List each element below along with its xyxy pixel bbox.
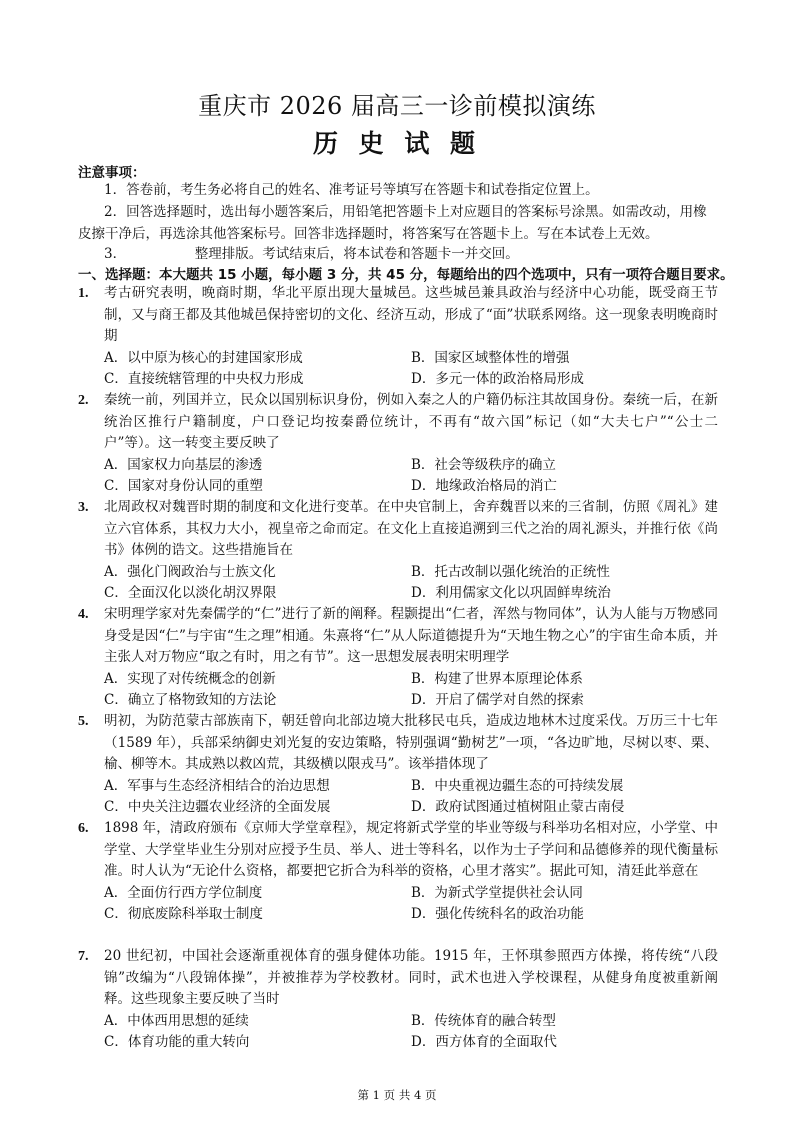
option-d: D．西方体育的全面取代 [411,1034,557,1050]
option-a: A．以中原为核心的封建国家形成 [104,349,303,366]
section-heading: 一、选择题：本大题共 15 小题，每小题 3 分，共 45 分，每题给出的四个选项中，只有一项符合题目要求。 [78,267,734,283]
option-c: C．中央关注边疆农业经济的全面发展 [104,799,331,815]
option-d: D．政府试图通过植树阻止蒙古南侵 [411,799,625,815]
question-number: 1. [78,286,89,301]
question-stem: 宋明理学家对先秦儒学的“仁”进行了新的阐释。程颢提出“仁者，浑然与物同体”，认为人能与万物感同身受是因“仁”与宇宙“生之理”相通。朱熹将“仁”从人际道德提升为“天地生物之心”的宇宙生命本质，并主张人对万物应“取之有时，用之有节”。这一思想发展表明宋明理学 [104,606,718,665]
question-3 [78,497,718,605]
question-number: 2. [78,393,89,408]
notes-heading: 注意事项： [78,165,146,181]
option-b: B．为新式学堂提供社会认同 [411,884,583,901]
question-6 [78,818,718,926]
option-list [104,669,718,712]
question-stem: 考古研究表明，晚商时期，华北平原出现大量城邑。这些城邑兼具政治与经济中心功能，既受商王节制，又与商王都及其他城邑保持密切的文化、经济互动，形成了“面”状联系网络。这一现象表明晚商时期 [104,285,718,344]
option-d: D．利用儒家文化以巩固鲜卑统治 [411,585,611,601]
option-c: C．确立了格物致知的方法论 [104,692,277,708]
option-list [104,348,718,391]
note-item-3: 3． 整理排版。考试结束后，将本试卷和答题卡一并交回。 [104,246,519,262]
question-number: 5. [78,714,89,729]
option-a: A．强化门阀政治与士族文化 [104,563,276,580]
question-number: 6. [78,821,89,836]
question-4 [78,604,718,712]
option-b: B．构建了世界本原理论体系 [411,670,583,687]
question-stem: 明初，为防范蒙古部族南下，朝廷曾向北部边境大批移民屯兵，造成边地林木过度采伐。万历三十七年（1589 年），兵部采纳御史刘光复的安边策略，特别强调“勤树艺”一项，“各边旷地，尽树以枣、栗、榆、柳等木。其成熟以救凶荒，其级横以限戎马”。该举措体现了 [104,713,718,772]
option-list [104,883,718,926]
option-list [104,455,718,498]
option-b: B．国家区域整体性的增强 [411,349,570,366]
option-b: B．传统体育的融合转型 [411,1012,556,1029]
option-c: C．国家对身份认同的重塑 [104,478,263,494]
option-a: A．军事与生态经济相结合的治边思想 [104,777,330,794]
option-a: A．全面仿行西方学位制度 [104,884,263,901]
question-stem: 20 世纪初，中国社会逐渐重视体育的强身健体功能。1915 年，王怀琪参照西方体操，将传统“八段锦”改编为“八段锦体操”，并被推荐为学校教材。同时，武术也进入学校课程，从健身角度被重新阐释。这些现象主要反映了当时 [104,948,718,1007]
option-b: B．中央重视边疆生态的可持续发展 [411,777,624,794]
question-2 [78,390,718,498]
option-c: C．体育功能的重大转向 [104,1034,250,1050]
note-item-2: 2．回答选择题时，选出每小题答案后，用铅笔把答题卡上对应题目的答案标号涂黑。如需改动，用橡皮擦干净后，再选涂其他答案标号。回答非选择题时，将答案写在答题卡上。写在本试卷上无效。 [78,204,707,242]
option-a: A．中体西用思想的延续 [104,1012,249,1029]
question-stem: 1898 年，清政府颁布《京师大学堂章程》，规定将新式学堂的毕业等级与科举功名相对应，小学堂、中学堂、大学堂毕业生分别对应授予生员、举人、进士等科名，以作为士子学问和品德修养的现代衡量标准。时人认为“无论什么资格，都要把它折合为科举的资格，心里才落实”。据此可知，清廷此举意在 [104,820,718,879]
question-1 [78,283,718,391]
option-a: A．国家权力向基层的渗透 [104,456,263,473]
question-7 [78,946,718,1054]
option-d: D．地缘政治格局的消亡 [411,478,557,494]
option-c: C．全面汉化以淡化胡汉界限 [104,585,277,601]
option-b: B．托古改制以强化统治的正统性 [411,563,610,580]
subject-title: 历 史 试 题 [312,129,482,158]
option-b: B．社会等级秩序的确立 [411,456,556,473]
question-5 [78,711,718,819]
question-stem: 北周政权对魏晋时期的制度和文化进行变革。在中央官制上，舍弃魏晋以来的三省制，仿照《周礼》建立六官体系，其权力大小，视皇帝之命而定。在文化上直接追溯到三代之治的周礼源头，并推行依《尚书》体例的诰文。这些措施旨在 [104,499,718,558]
option-a: A．实现了对传统概念的创新 [104,670,276,687]
option-d: D．开启了儒学对自然的探索 [411,692,584,708]
question-number: 3. [78,500,89,515]
question-number: 7. [78,949,89,964]
option-list [104,562,718,605]
exam-title: 重庆市 2026 届高三一诊前模拟演练 [198,92,596,120]
option-d: D．强化传统科名的政治功能 [411,906,584,922]
option-list [104,1011,718,1054]
question-number: 4. [78,607,89,622]
option-list [104,776,718,819]
page-number: 第 1 页 共 4 页 [357,1088,437,1102]
option-d: D．多元一体的政治格局形成 [411,371,584,387]
option-c: C．彻底废除科举取士制度 [104,906,263,922]
question-stem: 秦统一前，列国并立，民众以国别标识身份，例如入秦之人的户籍仍标注其故国身份。秦统一后，在新统治区推行户籍制度，户口登记均按秦爵位统计，不再有“故六国”标记（如“大夫七户”“公士二户”等）。这一转变主要反映了 [104,392,718,451]
option-c: C．直接统辖管理的中央权力形成 [104,371,304,387]
note-item-1: 1．答卷前，考生务必将自己的姓名、准考证号等填写在答题卡和试卷指定位置上。 [104,182,599,198]
